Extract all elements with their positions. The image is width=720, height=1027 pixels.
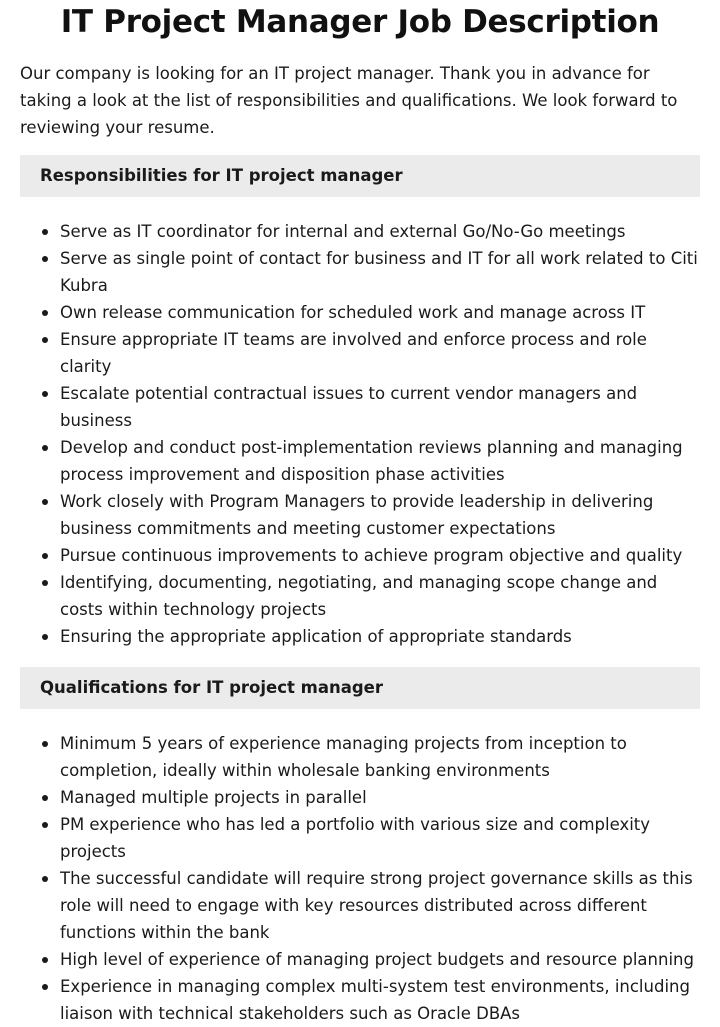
bullet-icon	[42, 499, 48, 505]
bullet-icon	[42, 391, 48, 397]
list-item	[20, 946, 700, 973]
list-item	[20, 488, 700, 542]
page-title: IT Project Manager Job Description	[60, 4, 660, 40]
bullet-icon	[42, 580, 48, 586]
list-item	[20, 973, 700, 1027]
list-item	[20, 299, 700, 326]
list-item-text: Ensure appropriate IT teams are involved and enforce process and role clarity	[60, 330, 647, 376]
list-item-text: Pursue continuous improvements to achieve program objective and quality	[60, 546, 683, 565]
qualifications-list	[20, 730, 700, 1027]
bullet-icon	[42, 957, 48, 963]
list-item	[20, 542, 700, 569]
list-item	[20, 326, 700, 380]
bullet-icon	[42, 634, 48, 640]
list-item-text: Managed multiple projects in parallel	[60, 788, 367, 807]
list-item-text: Serve as IT coordinator for internal and external Go/No-Go meetings	[60, 222, 626, 241]
list-item-text: Ensuring the appropriate application of appropriate standards	[60, 627, 572, 646]
list-item-text: High level of experience of managing project budgets and resource planning	[60, 950, 694, 969]
list-item-text: Minimum 5 years of experience managing projects from inception to completion, ideally within wholesale banking environments	[60, 734, 627, 780]
list-item	[20, 784, 700, 811]
list-item	[20, 865, 700, 946]
list-item	[20, 623, 700, 650]
list-item	[20, 245, 700, 299]
responsibilities-list	[20, 218, 700, 650]
bullet-icon	[42, 876, 48, 882]
qualifications-heading: Qualifications for IT project manager	[20, 667, 700, 709]
list-item	[20, 730, 700, 784]
list-item	[20, 811, 700, 865]
bullet-icon	[42, 229, 48, 235]
list-item-text: Identifying, documenting, negotiating, and managing scope change and costs within technology projects	[60, 573, 658, 619]
bullet-icon	[42, 741, 48, 747]
list-item	[20, 380, 700, 434]
list-item-text: Serve as single point of contact for business and IT for all work related to Citi Kubra	[60, 249, 698, 295]
list-item	[20, 569, 700, 623]
list-item-text: Develop and conduct post-implementation reviews planning and managing process improvement and disposition phase activities	[60, 438, 683, 484]
bullet-icon	[42, 445, 48, 451]
list-item-text: Experience in managing complex multi-system test environments, including liaison with technical stakeholders such as Oracle DBAs	[60, 977, 690, 1023]
bullet-icon	[42, 553, 48, 559]
responsibilities-heading: Responsibilities for IT project manager	[20, 155, 700, 197]
bullet-icon	[42, 337, 48, 343]
list-item-text: Own release communication for scheduled work and manage across IT	[60, 303, 646, 322]
list-item	[20, 434, 700, 488]
bullet-icon	[42, 822, 48, 828]
list-item-text: Escalate potential contractual issues to current vendor managers and business	[60, 384, 638, 430]
list-item	[20, 218, 700, 245]
bullet-icon	[42, 256, 48, 262]
list-item-text: The successful candidate will require strong project governance skills as this role will need to engage with key resources distributed across different functions within the bank	[60, 869, 693, 942]
list-item-text: PM experience who has led a portfolio with various size and complexity projects	[60, 815, 651, 861]
bullet-icon	[42, 984, 48, 990]
bullet-icon	[42, 310, 48, 316]
list-item-text: Work closely with Program Managers to provide leadership in delivering business commitments and meeting customer expectations	[60, 492, 654, 538]
bullet-icon	[42, 795, 48, 801]
intro-paragraph: Our company is looking for an IT project manager. Thank you in advance for taking a look at the list of responsibilities and qualifications. We look forward to reviewing your resume.	[20, 64, 678, 137]
